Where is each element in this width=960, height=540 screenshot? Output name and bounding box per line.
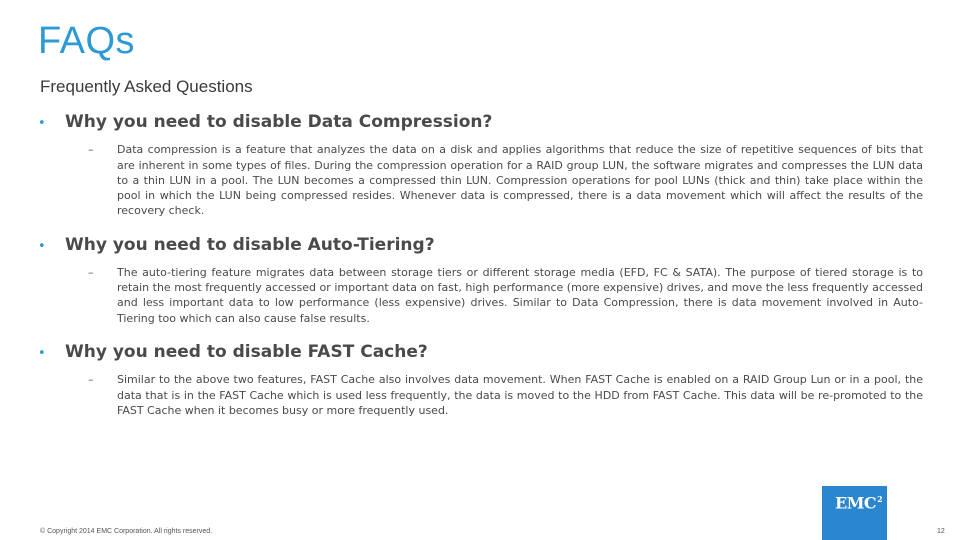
emc-logo-superscript: 2 bbox=[877, 494, 883, 504]
dash-icon: – bbox=[88, 373, 94, 387]
faq-answer: Data compression is a feature that analyzes the data on a disk and applies algorithms that reduce the size of repetitive sequences of bits that are inherent in some types of files. During the compression operation for a RAID group LUN, the software migrates and compresses the LUN data to a thin LUN in a pool. The LUN becomes a compressed thin LUN. Compression operations for pool LUNs (thick and thin) take place within the pool in which the LUN being compressed resides. Whenever data is compressed, there is a data movement which will affect the results of the recovery check. bbox=[117, 143, 923, 218]
faq-question-row bbox=[38, 235, 928, 256]
faq-item-data-compression bbox=[38, 112, 928, 219]
emc-logo-text bbox=[835, 495, 882, 511]
bullet-icon: • bbox=[38, 238, 46, 254]
faq-question-row bbox=[38, 112, 928, 133]
faq-answer-row bbox=[38, 142, 928, 218]
dash-icon: – bbox=[88, 265, 94, 279]
faq-answer-row bbox=[38, 372, 928, 418]
page-title: FAQs bbox=[38, 20, 136, 62]
faq-question: Why you need to disable FAST Cache? bbox=[65, 342, 428, 363]
faq-answer: The auto-tiering feature migrates data between storage tiers or different storage media (EFD, FC & SATA). The purpose of tiered storage is to retain the most frequently accessed or important data on fast, high performance (more expensive) drives, and move the less frequently accessed and less important data to low performance (less expensive) drives. Similar to Data Compression, there is data movement involved in Auto-Tiering too which can also cause false results. bbox=[117, 265, 923, 325]
faq-answer-row bbox=[38, 265, 928, 326]
faq-question: Why you need to disable Data Compression? bbox=[65, 112, 493, 132]
copyright-footer: © Copyright 2014 EMC Corporation. All rights reserved. bbox=[40, 528, 213, 535]
page-subtitle: Frequently Asked Questions bbox=[40, 77, 253, 96]
page-number: 12 bbox=[937, 528, 945, 535]
faq-question: Why you need to disable Auto-Tiering? bbox=[65, 234, 435, 255]
dash-icon: – bbox=[88, 143, 94, 157]
emc-logo-word: EMC bbox=[835, 493, 877, 513]
bullet-icon: • bbox=[38, 116, 46, 131]
bullet-icon: • bbox=[38, 346, 46, 362]
faq-question-row bbox=[38, 342, 928, 363]
faq-list bbox=[38, 112, 928, 434]
faq-item-auto-tiering bbox=[38, 235, 928, 326]
emc-logo bbox=[822, 486, 887, 540]
faq-item-fast-cache bbox=[38, 342, 928, 418]
faq-answer: Similar to the above two features, FAST Cache also involves data movement. When FAST Cache is enabled on a RAID Group Lun or in a pool, the data that is in the FAST Cache which is used less frequently, the data is moved to the HDD from FAST Cache. This data will be re-promoted to the FAST Cache when it becomes busy or more frequently used. bbox=[117, 373, 923, 417]
